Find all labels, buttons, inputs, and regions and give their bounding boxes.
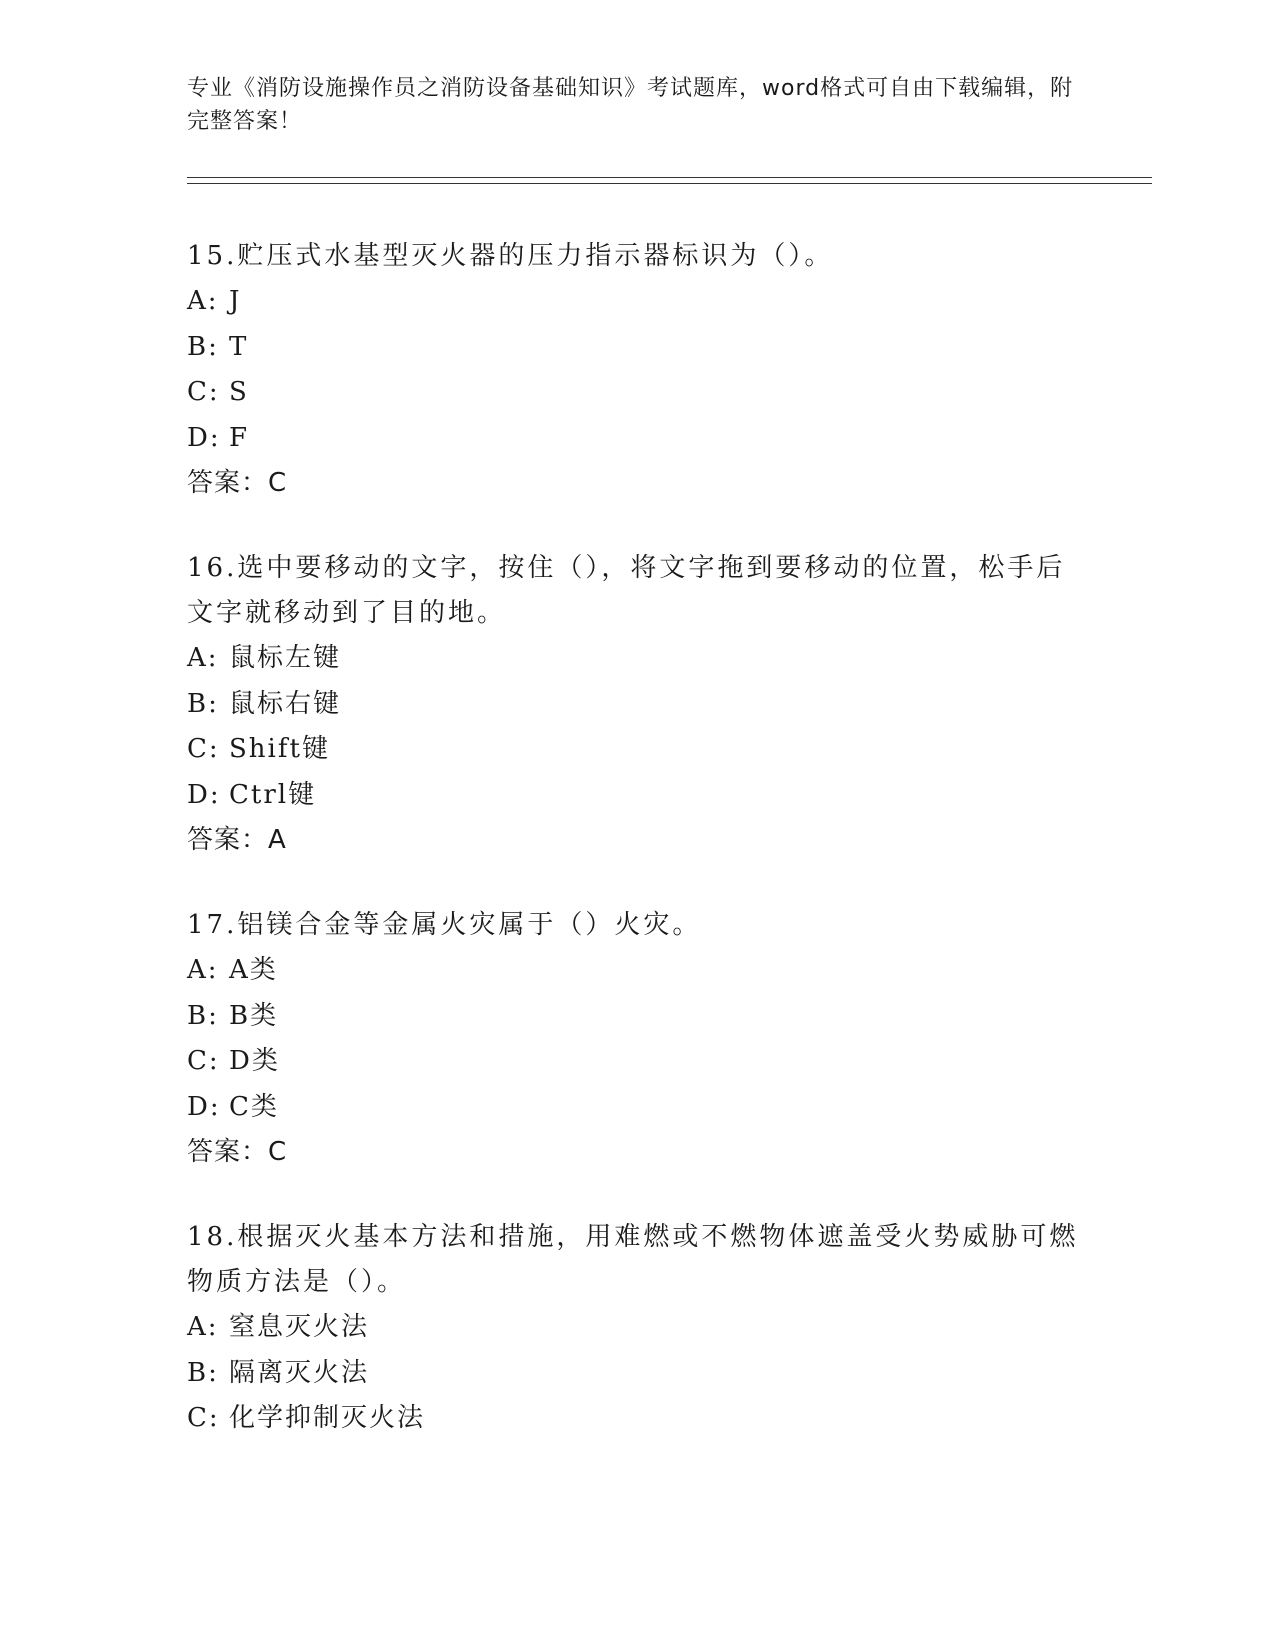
option-b bbox=[187, 1351, 1087, 1397]
option-key: B: bbox=[187, 1357, 219, 1388]
answer-line: 答案：C bbox=[187, 1137, 288, 1167]
option-key: D: bbox=[187, 1091, 221, 1122]
question-stem: 16.选中要移动的文字，按住（），将文字拖到要移动的位置，松手后文字就移动到了目的地。 bbox=[187, 553, 1066, 628]
option-text: 窒息灭火法 bbox=[229, 1312, 370, 1342]
option-key: A: bbox=[187, 286, 219, 316]
question-16 bbox=[187, 546, 1087, 863]
option-a bbox=[187, 636, 1087, 682]
answer-line: 答案：C bbox=[187, 468, 288, 498]
option-text: T bbox=[229, 331, 249, 362]
question-stem: 18.根据灭火基本方法和措施，用难燃或不燃物体遮盖受火势威胁可燃物质方法是（）。 bbox=[187, 1222, 1079, 1297]
question-stem: 17.铝镁合金等金属火灾属于（）火灾。 bbox=[187, 910, 702, 940]
option-c bbox=[187, 1396, 1087, 1442]
option-text: C类 bbox=[229, 1091, 279, 1122]
option-c bbox=[187, 727, 1087, 773]
option-text: D类 bbox=[229, 1046, 280, 1076]
option-b bbox=[187, 682, 1087, 728]
option-d bbox=[187, 1085, 1087, 1131]
option-key: C: bbox=[187, 1046, 220, 1076]
option-text: 隔离灭火法 bbox=[229, 1357, 370, 1388]
option-text: 鼠标左键 bbox=[229, 643, 342, 673]
option-key: C: bbox=[187, 1403, 220, 1433]
option-a bbox=[187, 948, 1087, 994]
option-b bbox=[187, 325, 1087, 371]
option-key: D: bbox=[187, 779, 221, 810]
question-15 bbox=[187, 234, 1087, 506]
option-c bbox=[187, 1039, 1087, 1085]
option-text: 鼠标右键 bbox=[229, 688, 342, 719]
option-d bbox=[187, 773, 1087, 819]
header-divider-top bbox=[187, 177, 1152, 178]
option-key: A: bbox=[187, 1312, 219, 1342]
option-a bbox=[187, 1305, 1087, 1351]
option-text: Ctrl键 bbox=[229, 779, 317, 810]
option-key: A: bbox=[187, 643, 219, 673]
answer-line: 答案：A bbox=[187, 825, 287, 855]
question-list bbox=[187, 234, 1087, 1482]
option-text: F bbox=[229, 422, 250, 453]
question-stem: 15.贮压式水基型灭火器的压力指示器标识为（）。 bbox=[187, 241, 834, 271]
option-text: A类 bbox=[229, 955, 278, 985]
option-text: 化学抑制灭火法 bbox=[229, 1403, 426, 1433]
header-divider-bottom bbox=[187, 183, 1152, 184]
option-c bbox=[187, 370, 1087, 416]
option-key: C: bbox=[187, 377, 220, 407]
option-a bbox=[187, 279, 1087, 325]
question-18 bbox=[187, 1215, 1087, 1442]
option-b bbox=[187, 994, 1087, 1040]
option-key: C: bbox=[187, 734, 220, 764]
question-17 bbox=[187, 903, 1087, 1175]
option-key: A: bbox=[187, 955, 219, 985]
option-text: J bbox=[229, 286, 242, 316]
option-text: S bbox=[229, 377, 249, 407]
option-key: D: bbox=[187, 422, 221, 453]
option-key: B: bbox=[187, 1000, 219, 1031]
option-text: Shift键 bbox=[229, 734, 330, 764]
option-key: B: bbox=[187, 688, 219, 719]
option-key: B: bbox=[187, 331, 219, 362]
document-header: 专业《消防设施操作员之消防设备基础知识》考试题库，word格式可自由下载编辑，附完整答案！ bbox=[187, 76, 1074, 134]
option-text: B类 bbox=[229, 1000, 279, 1031]
option-d bbox=[187, 416, 1087, 462]
